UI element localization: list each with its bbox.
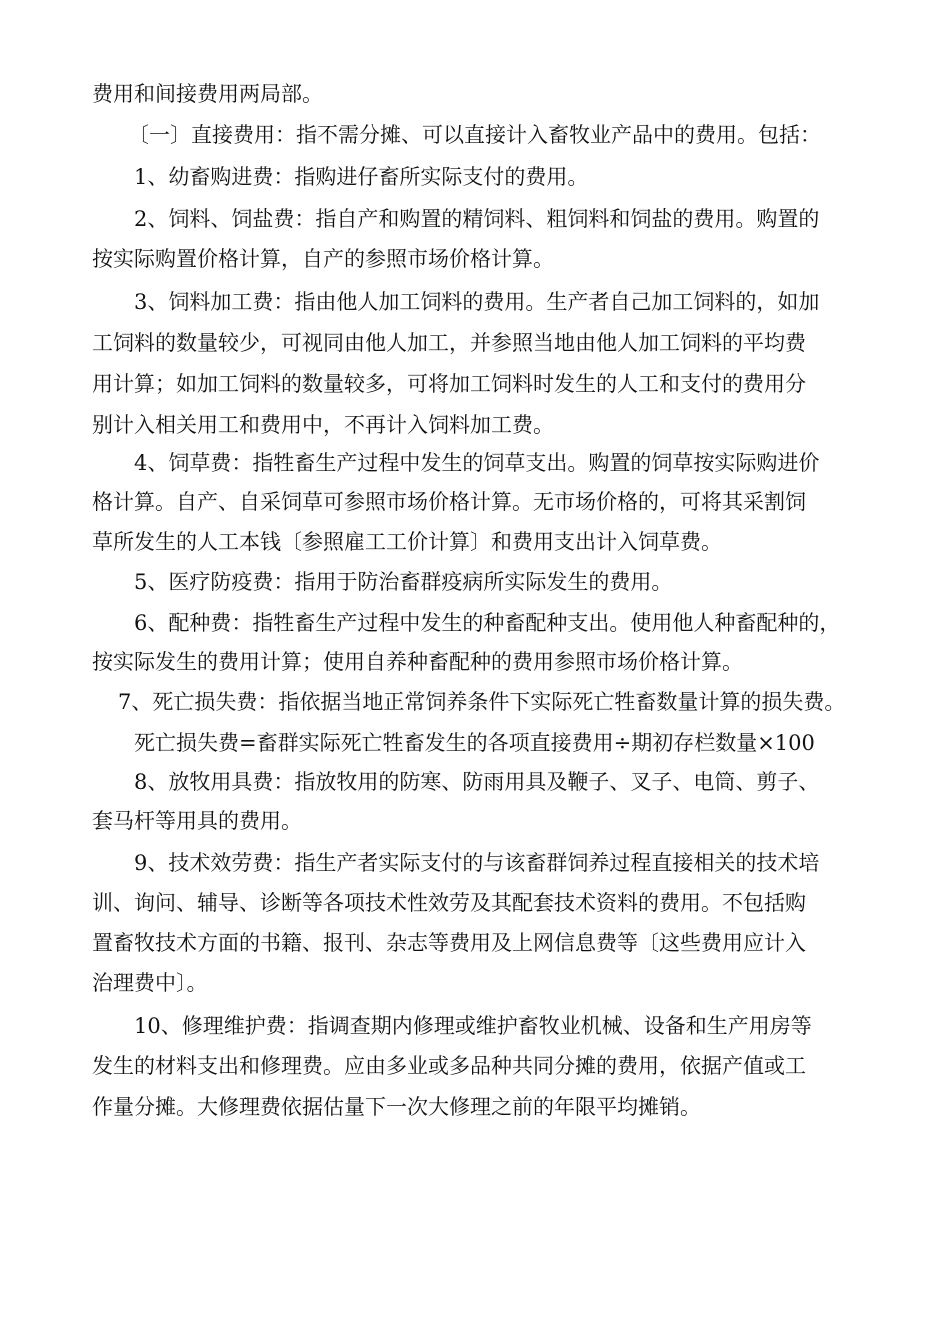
section-heading-direct-costs: 〔一〕直接费用：指不需分摊、可以直接计入畜牧业产品中的费用。包括：	[128, 123, 821, 147]
text-line: 发生的材料支出和修理费。应由多业或多品种共同分摊的费用，依据产值或工	[92, 1054, 806, 1078]
item-3-line: 3、饲料加工费：指由他人加工饲料的费用。生产者自己加工饲料的，如加	[134, 290, 820, 314]
text-line: 别计入相关用工和费用中，不再计入饲料加工费。	[92, 413, 554, 437]
text-line: 草所发生的人工本钱〔参照雇工工价计算〕和费用支出计入饲草费。	[92, 530, 722, 554]
item-2-line: 2、饲料、饲盐费：指自产和购置的精饲料、粗饲料和饲盐的费用。购置的	[134, 207, 820, 231]
text-line: 用计算；如加工饲料的数量较多，可将加工饲料时发生的人工和支付的费用分	[92, 372, 806, 396]
item-5-line: 5、医疗防疫费：指用于防治畜群疫病所实际发生的费用。	[134, 570, 673, 594]
item-8-line: 8、放牧用具费：指放牧用的防寒、防雨用具及鞭子、叉子、电筒、剪子、	[134, 770, 820, 794]
text-line: 格计算。自产、自采饲草可参照市场价格计算。无市场价格的，可将其采割饲	[92, 490, 806, 514]
text-line: 训、询问、辅导、诊断等各项技术性效劳及其配套技术资料的费用。不包括购	[92, 891, 806, 915]
item-9-line: 9、技术效劳费：指生产者实际支付的与该畜群饲养过程直接相关的技术培	[134, 851, 820, 875]
text-line: 按实际购置价格计算，自产的参照市场价格计算。	[92, 247, 554, 271]
formula-line: 死亡损失费=畜群实际死亡牲畜发生的各项直接费用÷期初存栏数量×100	[134, 731, 815, 755]
text-line: 按实际发生的费用计算；使用自养种畜配种的费用参照市场价格计算。	[92, 650, 743, 674]
text-line: 治理费中〕。	[92, 971, 208, 995]
text-line: 工饲料的数量较少，可视同由他人加工，并参照当地由他人加工饲料的平均费	[92, 331, 806, 355]
text-line: 作量分摊。大修理费依据估量下一次大修理之前的年限平均摊销。	[92, 1095, 701, 1119]
item-7-line: 7、死亡损失费：指依据当地正常饲养条件下实际死亡牲畜数量计算的损失费。	[118, 690, 846, 714]
text-line: 置畜牧技术方面的书籍、报刊、杂志等费用及上网信息费等〔这些费用应计入	[92, 931, 806, 955]
text-line: 费用和间接费用两局部。	[92, 82, 323, 106]
item-1-line: 1、幼畜购进费：指购进仔畜所实际支付的费用。	[134, 165, 589, 189]
text-line: 套马杆等用具的费用。	[92, 809, 302, 833]
item-6-line: 6、配种费：指牲畜生产过程中发生的种畜配种支出。使用他人种畜配种的，	[134, 611, 841, 635]
item-10-line: 10、修理维护费：指调查期内修理或维护畜牧业机械、设备和生产用房等	[134, 1014, 812, 1038]
item-4-line: 4、饲草费：指牲畜生产过程中发生的饲草支出。购置的饲草按实际购进价	[134, 451, 820, 475]
